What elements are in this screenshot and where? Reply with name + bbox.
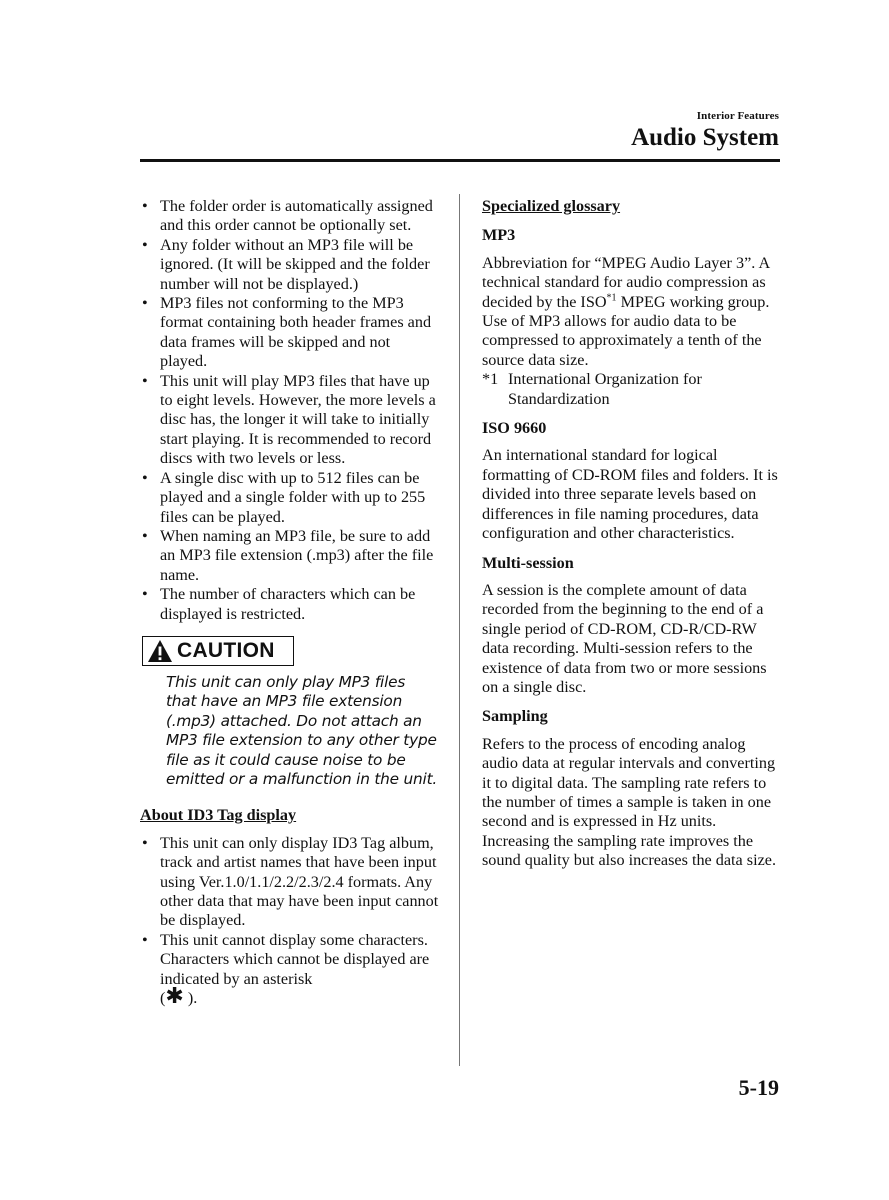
bullet: • <box>142 468 148 487</box>
id3-heading: About ID3 Tag display <box>140 806 297 825</box>
bullet: • <box>142 526 148 545</box>
column-divider <box>459 194 460 1066</box>
term-multisession-desc: A session is the complete amount of data recorded from the beginning to the end of a single period of CD-ROM, CD-R/CD-RW data recording. Multi-session refers to the existence of data from two or more sessions on a single disc. <box>482 580 767 696</box>
bullet: • <box>142 294 148 313</box>
list-item: • The folder order is automatically assigned and this order cannot be optionally set. <box>142 197 433 235</box>
caution-block <box>142 636 440 789</box>
footnote-ref: *1 <box>606 292 617 304</box>
bullet: • <box>142 930 148 949</box>
term-sampling-desc: Refers to the process of encoding analog audio data at regular intervals and converting it to digital data. The sampling rate refers to the number of times a sample is taken in one second and is expressed in Hz units. Increasing the sampling rate improves the sound quality but also increases the data size. <box>482 734 776 870</box>
list-item: • A single disc with up to 512 files can be played and a single folder with up to 255 files can be played. <box>142 468 426 526</box>
list-item: • The number of characters which can be displayed is restricted. <box>142 585 416 623</box>
footnote: *1 International Organization for Standardization <box>482 370 702 408</box>
list-item: • This unit can only display ID3 Tag album, track and artist names that have been input using Ver.1.0/1.1/2.2/2.3/2.4 formats. Any other data that may have been input cannot be displayed. <box>142 833 439 930</box>
term-multisession: Multi-session <box>482 553 574 572</box>
page-header <box>631 110 779 152</box>
list-item: • MP3 files not conforming to the MP3 format containing both header frames and data frames will be skipped and not played. <box>142 294 432 371</box>
bullet: • <box>142 371 148 390</box>
page-number: 5-19 <box>738 1075 779 1100</box>
term-mp3-desc: Abbreviation for “MPEG Audio Layer 3”. A technical standard for audio compression as decided by the ISO$^{*1}$ MPEG working group. Use of MP3 allows for audio data to be compressed to approximately a tenth of the source data size. <box>482 253 770 369</box>
warning-triangle-icon <box>147 639 173 663</box>
term-iso9660-desc: An international standard for logical formatting of CD-ROM files and folders. It is divided into three separate levels based on differences in file naming procedures, data configuration and other characteristics. <box>482 446 778 543</box>
list-item: • When naming an MP3 file, be sure to add an MP3 file extension (.mp3) after the file name. <box>142 526 434 584</box>
bullet: • <box>142 197 148 215</box>
page-title: Audio System <box>631 124 779 151</box>
bullet: • <box>142 833 148 852</box>
glossary-heading: Specialized glossary <box>482 197 621 215</box>
asterisk-icon: ✱ <box>165 984 184 1010</box>
caution-label: CAUTION <box>177 638 275 662</box>
right-column <box>482 197 782 871</box>
id3-list <box>140 834 440 1009</box>
caution-label-box <box>142 636 294 666</box>
list-item: • Any folder without an MP3 file will be ignored. (It will be skipped and the folder number will not be displayed.) <box>142 235 430 293</box>
list-item: • This unit cannot display some characters. Characters which cannot be displayed are indicated by an asterisk (✱ ). <box>142 930 430 1010</box>
term-iso9660: ISO 9660 <box>482 419 547 438</box>
list-item: • This unit will play MP3 files that have up to eight levels. However, the more levels a disc has, the longer it will take to initially start playing. It is recommended to record discs with two levels or less. <box>142 371 436 468</box>
footnote-mark: *1 <box>482 370 499 389</box>
bullet: • <box>142 235 148 254</box>
term-sampling: Sampling <box>482 707 548 726</box>
caution-text: This unit can only play MP3 files that have an MP3 file extension (.mp3) attached. Do not attach an MP3 file extension to any other type file as it could cause noise to be emitted or a malfunction in the unit. <box>166 672 438 788</box>
term-mp3: MP3 <box>482 226 516 245</box>
left-column <box>140 197 440 1008</box>
header-rule <box>140 159 780 162</box>
bullet: • <box>142 585 148 604</box>
mp3-notes-list <box>140 197 440 624</box>
section-label: Interior Features <box>696 110 779 122</box>
